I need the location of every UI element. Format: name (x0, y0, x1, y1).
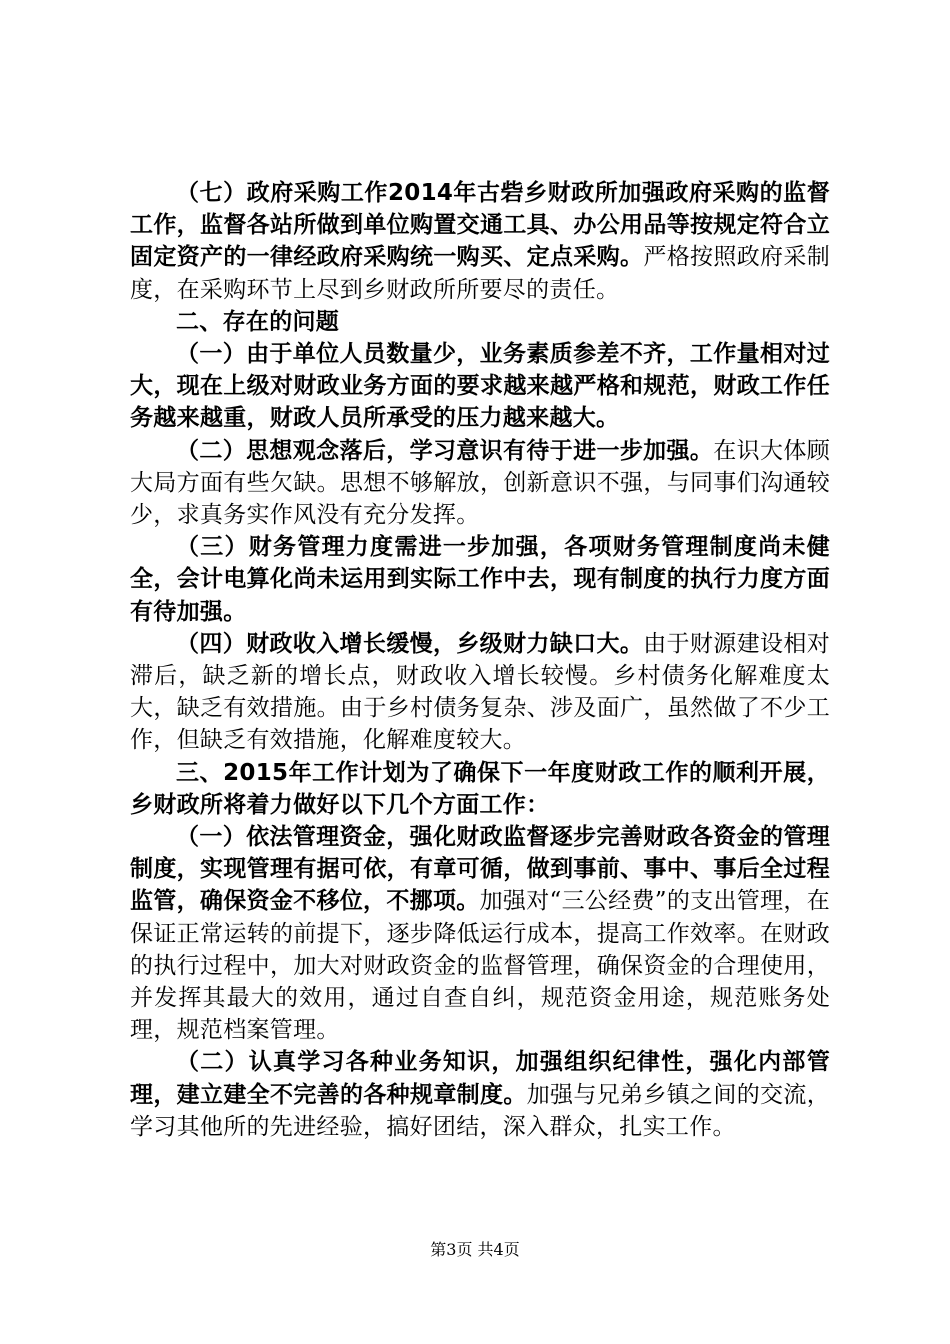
heading-text: 二、存在的问题 (176, 308, 340, 335)
paragraph-procurement (130, 177, 830, 306)
page-number-label: 第3页 共4页 (430, 1240, 520, 1259)
page-footer (0, 1240, 950, 1260)
paragraph-rest: 在识大体顾大局方面有些欠缺。思想不够解放，创新意识不强，与同事们沟通较少，求真务实作风没有充分发挥。 (130, 437, 831, 529)
paragraph-lead: （二）认真学习各种业务知识，加强组织纪律性，强化内部管理，建立建全不完善的各种规章制度。 (130, 1049, 830, 1108)
heading-text: 三、2015年工作计划为了确保下一年度财政工作的顺利开展，乡财政所将着力做好以下几个方面工作： (130, 759, 830, 818)
paragraph-rest: 加强与兄弟乡镇之间的交流，学习其他所的先进经验，搞好团结，深入群众，扎实工作。 (130, 1081, 830, 1140)
document-body (130, 177, 830, 1143)
paragraph-problem-4 (130, 628, 830, 757)
paragraph-lead: （四）财政收入增长缓慢，乡级财力缺口大。 (176, 630, 644, 657)
paragraph-lead: （三）财务管理力度需进一步加强，各项财务管理制度尚未健全，会计电算化尚未运用到实际工作中去，现有制度的执行力度方面有待加强。 (130, 534, 830, 625)
paragraph-lead: （一）依法管理资金，强化财政监督逐步完善财政各资金的管理制度，实现管理有据可依，有章可循，做到事前、事中、事后全过程监管，确保资金不移位，不挪项。 (130, 824, 830, 915)
paragraph-lead: （七）政府采购工作2014年古砦乡财政所加强政府采购的监督工作，监督各站所做到单位购置交通工具、办公用品等按规定符合立固定资产的一律经政府采购统一购买、定点采购。 (130, 180, 830, 271)
paragraph-plan-2 (130, 1046, 830, 1143)
paragraph-rest: 由于财源建设相对滞后，缺乏新的增长点，财政收入增长较慢。乡村债务化解难度太大，缺乏有效措施。由于乡村债务复杂、涉及面广，虽然做了不少工作，但缺乏有效措施，化解难度较大。 (130, 630, 831, 754)
paragraph-lead: （二）思想观念落后，学习意识有待于进一步加强。 (176, 437, 714, 464)
paragraph-rest: 严格按照政府采制度，在采购环节上尽到乡财政所所要尽的责任。 (130, 244, 830, 303)
paragraph-lead: （一）由于单位人员数量少，业务素质参差不齐，工作量相对过大，现在上级对财政业务方面的要求越来越严格和规范，财政工作任务越来越重，财政人员所承受的压力越来越大。 (130, 341, 830, 432)
paragraph-problem-1 (130, 338, 830, 435)
paragraph-plan-1 (130, 821, 830, 1046)
section-heading-problems (130, 306, 830, 338)
section-heading-plan (130, 757, 830, 821)
paragraph-rest: 加强对“三公经费”的支出管理，在保证正常运转的前提下，逐步降低运行成本，提高工作效率。在财政的执行过程中，加大对财政资金的监督管理，确保资金的合理使用，并发挥其最大的效用，通过自查自纠，规范资金用途，规范账务处理，规范档案管理。 (130, 888, 830, 1044)
paragraph-problem-2 (130, 435, 830, 532)
paragraph-problem-3 (130, 531, 830, 628)
